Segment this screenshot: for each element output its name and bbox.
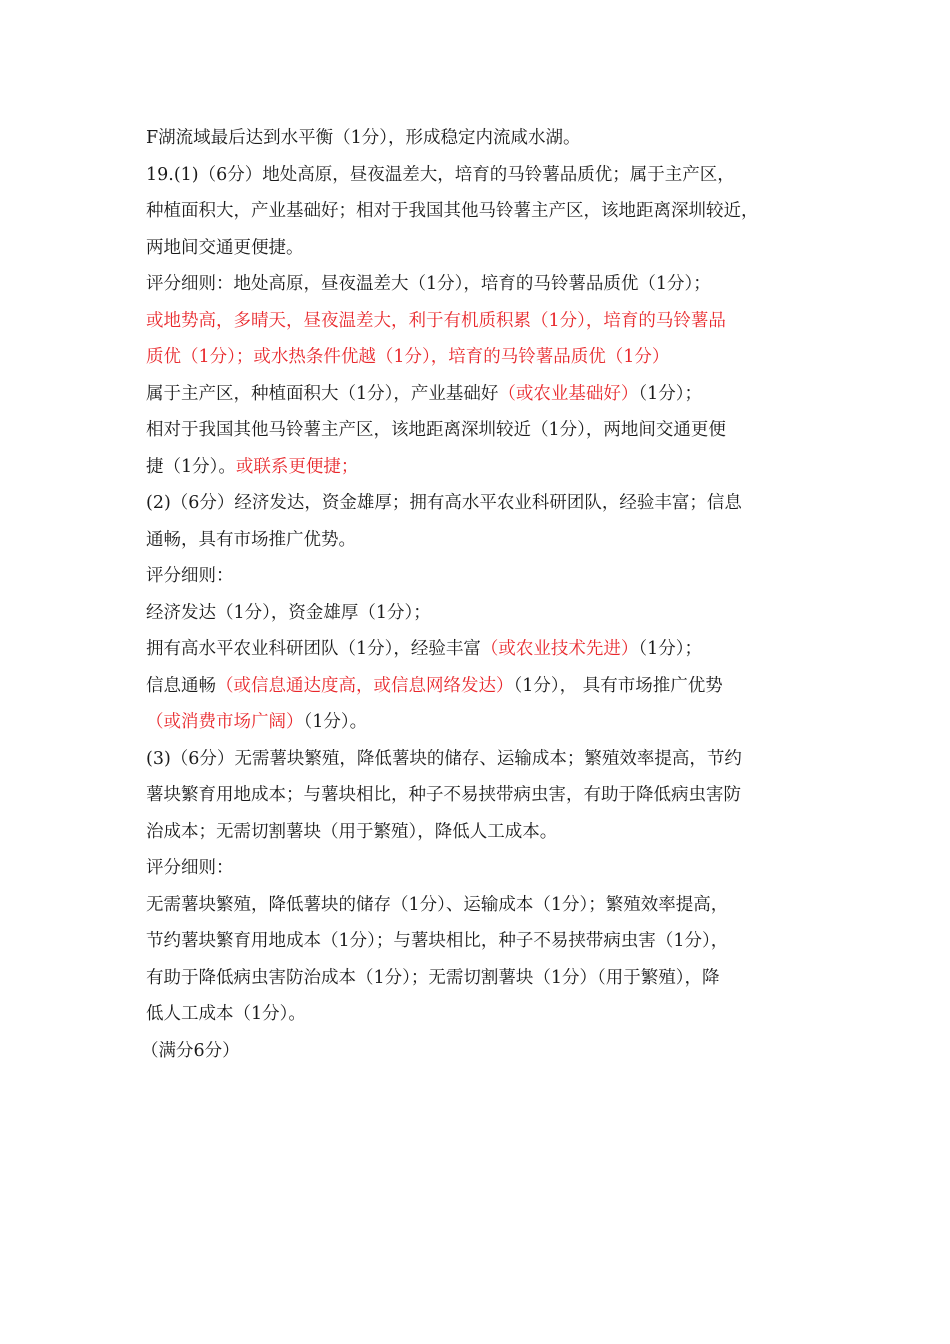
- text-segment: （1分）；: [638, 639, 703, 659]
- text-line: 薯块繁育用地成本；与薯块相比，种子不易挟带病虫害，有助于降低病虫害防: [146, 785, 741, 805]
- text-line: F湖流域最后达到水平衡（1分），形成稳定内流咸水湖。: [146, 128, 581, 148]
- text-line: 两地间交通更便捷。: [146, 237, 304, 258]
- text-line: 有助于降低病虫害防治成本（1分）；无需切割薯块（1分）（用于繁殖），降: [146, 967, 720, 988]
- text-line: 无需薯块繁殖，降低薯块的储存（1分）、运输成本（1分）；繁殖效率提高，: [146, 894, 729, 915]
- text-line: 治成本；无需切割薯块（用于繁殖），降低人工成本。: [146, 821, 558, 842]
- answer-text: [141, 120, 816, 1069]
- alternative-answer: （或农业基础好）: [498, 383, 639, 404]
- alternative-answer: （或消费市场广阔）: [146, 712, 304, 732]
- text-segment: （1分）；: [638, 383, 703, 404]
- text-segment: 信息通畅: [146, 675, 216, 696]
- text-line: [146, 631, 816, 668]
- text-line: 种植面积大，产业基础好；相对于我国其他马铃薯主产区，该地距离深圳较近，: [146, 201, 759, 221]
- alternative-answer: （或农业技术先进）: [480, 639, 639, 659]
- text-segment: 拥有高水平农业科研团队（1分），经验丰富: [146, 639, 481, 659]
- text-segment: 捷（1分）。: [146, 456, 236, 477]
- text-line: 相对于我国其他马铃薯主产区，该地距离深圳较近（1分），两地间交通更便: [146, 420, 726, 440]
- alternative-answer: 质优（1分）；或水热条件优越（1分），培育的马铃薯品质优（1分）: [146, 347, 670, 367]
- text-segment: （1分）。: [303, 712, 368, 732]
- text-line: [146, 668, 816, 705]
- alternative-answer: （或信息通达度高，或信息网络发达）: [216, 675, 514, 696]
- question-19-part-2: (2)（6分）经济发达，资金雄厚；拥有高水平农业科研团队，经验丰富；信息: [146, 493, 742, 513]
- scoring-rules-3: 评分细则：: [146, 858, 234, 878]
- alternative-answer: 或联系更便捷；: [235, 456, 359, 477]
- text-line: 经济发达（1分），资金雄厚（1分）；: [146, 602, 431, 623]
- text-segment: （1分）， 具有市场推广优势: [513, 675, 723, 696]
- full-score-note: （满分6分）: [141, 1040, 240, 1061]
- scoring-rules-1: 评分细则：地处高原，昼夜温差大（1分），培育的马铃薯品质优（1分）；: [146, 274, 711, 294]
- text-line: 节约薯块繁育用地成本（1分）；与薯块相比，种子不易挟带病虫害（1分），: [146, 931, 729, 951]
- text-line: 低人工成本（1分）。: [146, 1004, 306, 1024]
- text-line: [146, 376, 816, 413]
- alternative-answer: 或地势高，多晴天，昼夜温差大，利于有机质积累（1分），培育的马铃薯品: [146, 310, 726, 331]
- question-19-part-3: (3)（6分）无需薯块繁殖，降低薯块的储存、运输成本；繁殖效率提高，节约: [146, 748, 742, 769]
- text-line: 通畅，具有市场推广优势。: [146, 529, 356, 550]
- question-19-part-1: 19.(1)（6分）地处高原，昼夜温差大，培育的马铃薯品质优；属于主产区，: [146, 164, 735, 185]
- text-line: [146, 704, 816, 741]
- text-line: [146, 449, 816, 486]
- scoring-rules-2: 评分细则：: [146, 566, 234, 586]
- text-segment: 属于主产区，种植面积大（1分），产业基础好: [146, 383, 499, 404]
